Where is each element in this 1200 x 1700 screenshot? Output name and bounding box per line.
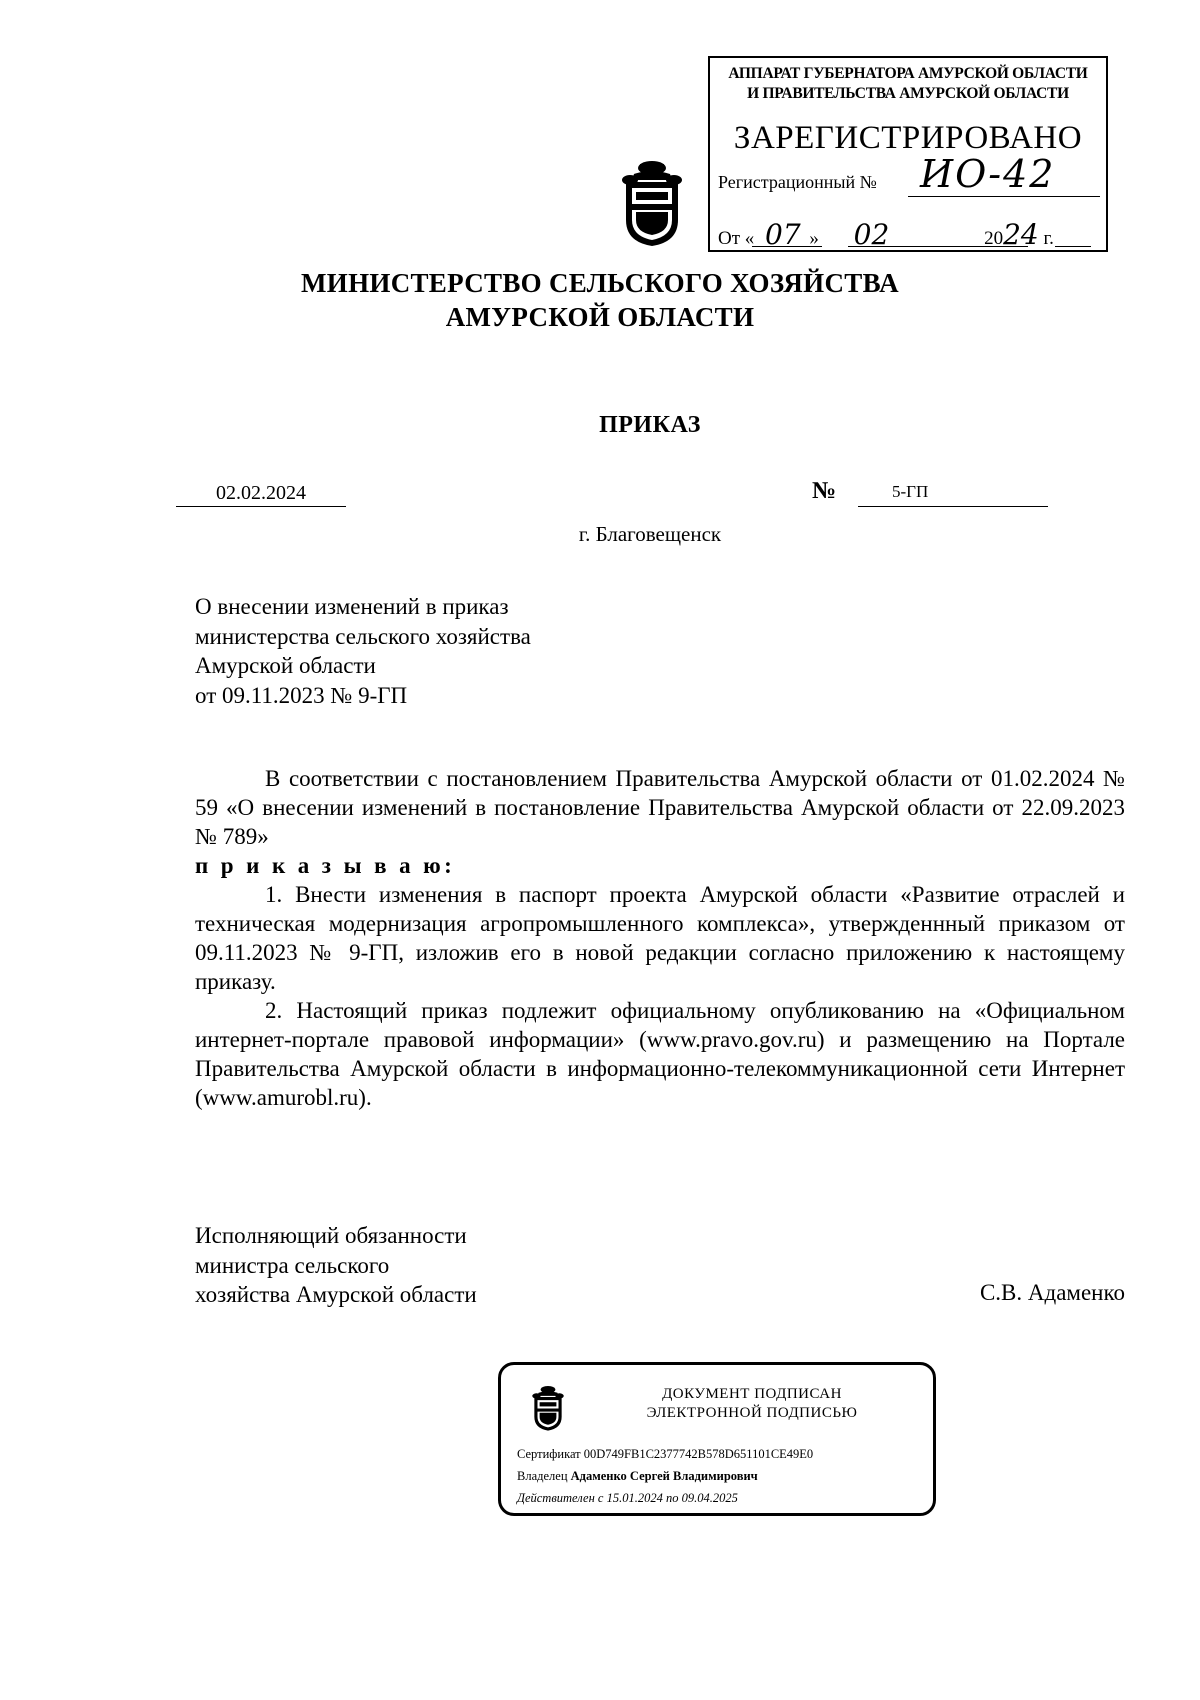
stamp-office <box>716 64 1100 104</box>
order-subject <box>195 592 531 710</box>
stamp-office-line1: АППАРАТ ГУБЕРНАТОРА АМУРСКОЙ ОБЛАСТИ <box>728 65 1088 82</box>
subject-line3: Амурской области <box>195 653 376 678</box>
body-item-1: 1. Внести изменения в паспорт проекта Амурской области «Развитие отраслей и техническая модернизация агропромышленного комплекса», утвержденнный приказом от 09.11.2023 № 9-ГП, изложив его в новой редакции согласно приложению к настоящему приказу. <box>195 882 1125 994</box>
signatory-title-line3: хозяйства Амурской области <box>195 1282 477 1307</box>
order-city: г. Благовещенск <box>578 522 722 546</box>
stamp-status: ЗАРЕГИСТРИРОВАНО <box>733 120 1083 156</box>
stamp-date-year-prefix: 20 <box>984 228 1004 249</box>
document-type: ПРИКАЗ <box>599 412 701 438</box>
subject-line1: О внесении изменений в приказ <box>195 594 509 619</box>
stamp-reg-number-label: Регистрационный № <box>718 172 877 192</box>
valid-to: 09.04.2025 <box>681 1491 738 1505</box>
e-signature-line2: ЭЛЕКТРОННОЙ ПОДПИСЬЮ <box>646 1405 858 1421</box>
body-preamble: В соответствии с постановлением Правительства Амурской области от 01.02.2024 № 59 «О внесении изменений в постановление Правительства Амурской области от 22.09.2023 № 789» <box>195 766 1125 849</box>
stamp-date-year-unit: г. <box>1043 228 1054 249</box>
cert-label: Сертификат <box>517 1447 581 1461</box>
body-item-2: 2. Настоящий приказ подлежит официальному опубликованию на «Официальном интернет-портале правовой информации» (www.pravo.gov.ru) и размещению на Портале Правительства Амурской области в информационно-телекоммуникационной сети Интернет (www.amurobl.ru). <box>195 998 1125 1110</box>
valid-to-label: по <box>665 1491 679 1505</box>
owner-label: Владелец <box>517 1469 568 1483</box>
stamp-date-month: 02 <box>853 218 890 251</box>
stamp-month-underline <box>848 246 1028 247</box>
e-signature-stamp <box>498 1362 936 1516</box>
signatory-title-line2: министра сельского <box>195 1252 390 1278</box>
ministry-name <box>200 266 1000 334</box>
signatory-title-line1: Исполняющий обязанности <box>195 1223 467 1248</box>
subject-line4: от 09.11.2023 № 9-ГП <box>195 682 408 708</box>
ministry-line2: АМУРСКОЙ ОБЛАСТИ <box>445 302 755 332</box>
order-number-sign: № <box>812 478 837 504</box>
valid-from: 15.01.2024 <box>606 1491 663 1505</box>
signatory-name: С.В. Адаменко <box>979 1280 1125 1305</box>
owner-value: Адаменко Сергей Владимирович <box>570 1469 758 1483</box>
order-number: 5-ГП <box>858 482 1048 507</box>
stamp-date-year: 24 <box>1003 218 1039 251</box>
stamp-date-prefix: От « <box>718 228 755 249</box>
order-date: 02.02.2024 <box>176 482 346 507</box>
body-decree: п р и к а з ы в а ю: <box>195 853 456 878</box>
coat-of-arms-icon <box>612 158 692 248</box>
stamp-day-underline <box>752 246 822 247</box>
order-body <box>195 764 1125 1112</box>
stamp-year-underline <box>1055 246 1091 247</box>
registration-stamp <box>708 56 1108 252</box>
coat-of-arms-icon <box>527 1383 569 1433</box>
subject-line2: министерства сельского хозяйства <box>195 623 531 649</box>
signatory-title <box>195 1221 477 1310</box>
e-signature-certificate <box>517 1447 813 1462</box>
e-signature-validity <box>517 1491 738 1506</box>
stamp-date-day-close: » <box>809 228 819 249</box>
cert-value: 00D749FB1C2377742B578D651101CE49E0 <box>583 1447 814 1461</box>
stamp-reg-number: ИО-42 <box>920 152 1056 196</box>
stamp-reg-number-underline <box>908 196 1100 197</box>
e-signature-line1: ДОКУМЕНТ ПОДПИСАН <box>662 1386 842 1402</box>
e-signature-caption <box>581 1385 923 1423</box>
stamp-office-line2: И ПРАВИТЕЛЬСТВА АМУРСКОЙ ОБЛАСТИ <box>747 85 1069 102</box>
stamp-date-day: 07 <box>765 218 801 251</box>
valid-from-label: с <box>597 1491 604 1505</box>
valid-label: Действителен <box>517 1491 595 1505</box>
ministry-line1: МИНИСТЕРСТВО СЕЛЬСКОГО ХОЗЯЙСТВА <box>301 268 899 298</box>
e-signature-owner <box>517 1469 758 1484</box>
